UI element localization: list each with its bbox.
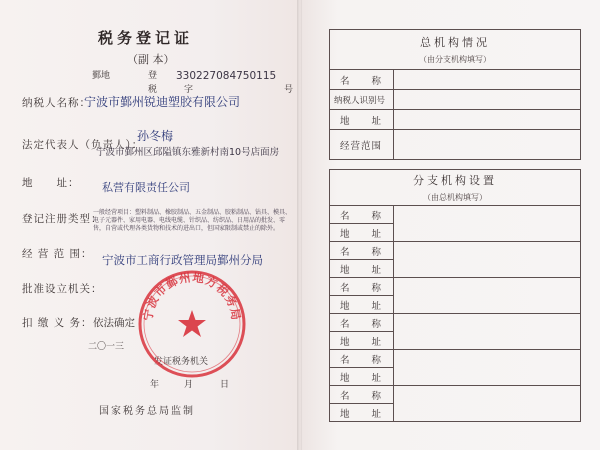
hq-address-cell [394,110,581,130]
certificate-right-page [302,0,600,450]
scope-label: 经 营 范 围： [22,248,93,260]
hq-title: 总机构情况 [420,36,490,49]
legal-rep-label: 法定代表人（负责人）： [22,139,144,151]
cert-line2-middle: 字 [184,85,194,95]
branch-addr-label: 地 址 [330,332,394,350]
table-row [330,110,581,130]
hq-header [330,30,581,70]
table-row [330,278,581,296]
branch-name-label: 名 称 [330,206,394,224]
branch-addr-label: 地 址 [330,224,394,242]
hq-info-table [329,29,581,160]
table-row [330,314,581,332]
hq-scope-cell [394,130,581,160]
branch-addr-label: 地 址 [330,404,394,422]
hq-address-label: 地 址 [330,110,394,130]
address-label: 地 址： [22,177,80,189]
official-seal-stamp [136,268,248,380]
certificate-left-page [0,0,298,450]
branch-name-label: 名 称 [330,350,394,368]
reg-type-label: 登记注册类型： [22,213,103,225]
table-row [330,130,581,160]
branch-table [329,169,581,422]
copy-subtitle: （副 本） [127,53,175,66]
branch-addr-label: 地 址 [330,368,394,386]
table-row [330,350,581,368]
approver-value: 宁波市工商行政管理局鄞州分局 [102,253,263,267]
table-row [330,242,581,260]
branch-header [330,170,581,206]
table-row [330,386,581,404]
branch-name-label: 名 称 [330,314,394,332]
hq-taxid-cell [394,90,581,110]
supervisor-footer: 国家税务总局监制 [99,406,195,417]
branch-name-label: 名 称 [330,242,394,260]
hq-note: （由分支机构填写） [419,55,491,64]
legal-rep-value: 孙冬梅 [137,129,174,143]
table-row [330,90,581,110]
reg-type-value: 私营有限责任公司 [102,181,190,194]
hq-taxid-label: 纳税人识别号 [330,90,394,110]
date-day: 日 [220,380,230,390]
table-row [330,206,581,224]
cert-suffix: 号 [284,85,294,95]
branch-cell [394,206,581,242]
date-year: 年 [150,380,160,390]
branch-addr-label: 地 址 [330,296,394,314]
branch-cell [394,386,581,422]
hq-name-label: 名 称 [330,70,394,90]
cert-number: 330227084750115 [176,70,277,82]
taxpayer-label: 纳税人名称： [22,97,91,109]
address-value: 宁波市鄞州区邱隘镇东雅新村南10号店面房 [96,147,280,158]
taxpayer-value: 宁波市鄞州锐迪塑胶有限公司 [84,95,241,109]
hq-scope-label: 经营范围 [330,130,394,160]
branch-cell [394,350,581,386]
seal-star-icon [178,310,206,337]
issue-year-prefix: 二〇一三 [88,342,125,352]
branch-cell [394,314,581,350]
table-row [330,70,581,90]
branch-name-label: 名 称 [330,386,394,404]
certificate-title: 税务登记证 [98,29,194,47]
business-scope-text: 一般经营项目：塑料制品、橡胶制品、五金制品、胶粘制品、钻具、模具、电子元器件、家用电器、电线电缆、针织品、纺织品、日用品的批发、零售，自营或代理各类货物和技术的进出口，但国家限制或禁止的除外。 [93,209,292,232]
date-month: 月 [184,380,194,390]
seal-text: 宁波市鄞州地方税务局 [140,270,244,322]
branch-note: （由总机构填写） [423,193,487,202]
branch-addr-label: 地 址 [330,260,394,278]
obligation-label: 扣 缴 义 务： [22,317,93,329]
branch-cell [394,242,581,278]
cert-prefix: 鄞地 [92,71,111,81]
hq-name-cell [394,70,581,90]
obligation-value: 依法确定 [93,317,135,329]
branch-title: 分支机构设置 [413,174,497,187]
cert-middle: 登 [148,71,158,81]
branch-cell [394,278,581,314]
branch-name-label: 名 称 [330,278,394,296]
approver-label: 批准设立机关： [22,283,103,295]
cert-line2-char: 税 [148,85,158,95]
issuer-label: 发证税务机关 [154,357,209,367]
